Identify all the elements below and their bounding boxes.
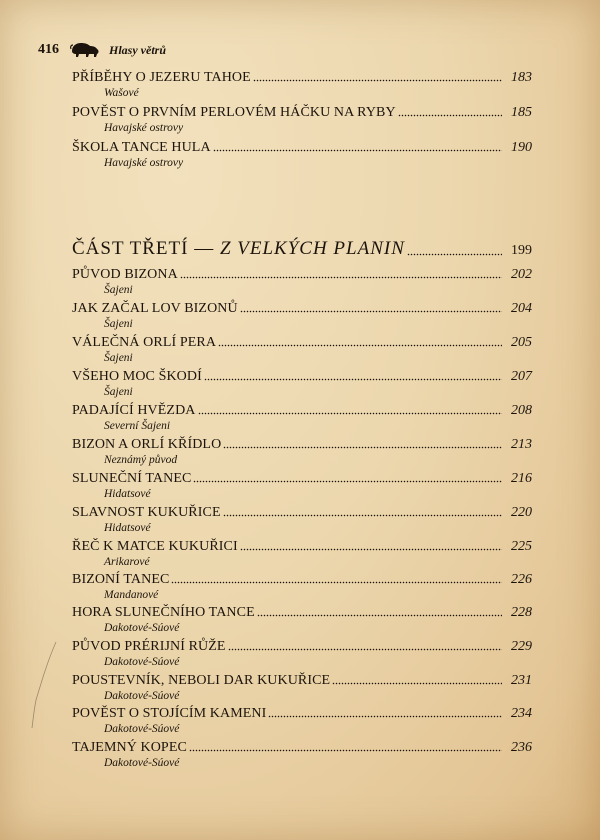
toc-entry: [72, 740, 532, 769]
entry-title: POVĚST O STOJÍCÍM KAMENI: [72, 706, 267, 721]
entry-origin: Neznámý původ: [104, 454, 178, 466]
entry-page: 216: [511, 471, 532, 486]
entry-title: VÁLEČNÁ ORLÍ PERA: [72, 335, 217, 350]
entry-title: BIZON A ORLÍ KŘÍDLO: [72, 437, 222, 452]
toc-entry: [72, 505, 532, 534]
entry-page: 231: [511, 673, 532, 688]
entry-title: PŮVOD BIZONA: [72, 267, 178, 282]
dot-leader: [223, 514, 502, 517]
entry-title: PŘÍBĚHY O JEZERU TAHOE: [72, 70, 251, 85]
entry-page: 228: [511, 605, 532, 620]
dot-leader: [213, 149, 502, 152]
section-title-upright: ČÁST TŘETÍ —: [72, 238, 220, 259]
entry-page: 208: [511, 403, 532, 418]
entry-origin: Havajské ostrovy: [104, 122, 184, 134]
dot-leader: [193, 480, 502, 483]
toc-entry: [72, 140, 532, 169]
dot-leader: [257, 614, 502, 617]
entry-page: 236: [511, 740, 532, 755]
bison-icon: [69, 41, 101, 59]
pencil-scratch: [28, 640, 58, 730]
toc-entry: [72, 70, 532, 99]
toc-entry: [72, 572, 532, 601]
entry-page: 190: [511, 140, 532, 155]
dot-leader: [171, 581, 502, 584]
dot-leader: [332, 682, 502, 685]
toc-entry: [72, 639, 532, 668]
entry-title: JAK ZAČAL LOV BIZONŮ: [72, 301, 238, 316]
entry-page: 226: [511, 572, 532, 587]
entry-origin: Arikarové: [104, 556, 150, 568]
entry-page: 234: [511, 706, 532, 721]
dot-leader: [189, 749, 502, 752]
entry-origin: Dakotové-Súové: [104, 690, 180, 702]
entry-title: BIZONÍ TANEC: [72, 572, 170, 587]
entry-origin: Hidatsové: [104, 488, 151, 500]
toc-entry: [72, 605, 532, 634]
toc-entry: [72, 267, 532, 296]
entry-title: PADAJÍCÍ HVĚZDA: [72, 403, 196, 418]
entry-page: 229: [511, 639, 532, 654]
running-header: [38, 40, 166, 60]
toc-entry: [72, 471, 532, 500]
section-title-italic: Z VELKÝCH PLANIN: [219, 238, 405, 259]
dot-leader: [398, 114, 502, 117]
dot-leader: [240, 548, 502, 551]
entry-page: 204: [511, 301, 532, 316]
entry-origin: Šajeni: [104, 284, 133, 296]
entry-page: 185: [511, 105, 532, 120]
entry-origin: Šajeni: [104, 318, 133, 330]
entry-page: 202: [511, 267, 532, 282]
entry-title: VŠEHO MOC ŠKODÍ: [72, 369, 202, 384]
toc-entry: [72, 437, 532, 466]
book-title: Hlasy větrů: [109, 42, 166, 57]
entry-origin: Šajeni: [104, 386, 133, 398]
toc-entry: [72, 673, 532, 702]
entry-origin: Dakotové-Súové: [104, 656, 180, 668]
section-heading: [72, 238, 532, 260]
entry-page: 225: [511, 539, 532, 554]
dot-leader: [218, 344, 502, 347]
entry-title: ŠKOLA TANCE HULA: [72, 140, 211, 155]
dot-leader: [180, 276, 502, 279]
entry-origin: Šajeni: [104, 352, 133, 364]
entry-title: HORA SLUNEČNÍHO TANCE: [72, 605, 255, 620]
entry-title: SLUNEČNÍ TANEC: [72, 471, 192, 486]
entry-page: 183: [511, 70, 532, 85]
entry-origin: Wašové: [104, 87, 139, 99]
entry-page: 207: [511, 369, 532, 384]
entry-title: TAJEMNÝ KOPEC: [72, 740, 187, 755]
entry-page: 220: [511, 505, 532, 520]
entry-title: POVĚST O PRVNÍM PERLOVÉM HÁČKU NA RYBY: [72, 105, 396, 120]
toc-entry: [72, 403, 532, 432]
section-title: [72, 238, 405, 260]
entry-origin: Dakotové-Súové: [104, 723, 180, 735]
entry-title: ŘEČ K MATCE KUKUŘICI: [72, 539, 238, 554]
entry-origin: Havajské ostrovy: [104, 157, 184, 169]
entry-page: 205: [511, 335, 532, 350]
entry-origin: Dakotové-Súové: [104, 757, 180, 769]
entry-title: POUSTEVNÍK, NEBOLI DAR KUKUŘICE: [72, 673, 331, 688]
section-page: 199: [511, 243, 532, 258]
entry-page: 213: [511, 437, 532, 452]
entry-origin: Mandanové: [104, 589, 159, 601]
toc-entry: [72, 105, 532, 134]
entry-origin: Dakotové-Súové: [104, 622, 180, 634]
entry-title: PŮVOD PRÉRIJNÍ RŮŽE: [72, 639, 226, 654]
dot-leader: [228, 648, 502, 651]
entry-origin: Hidatsové: [104, 522, 151, 534]
dot-leader: [204, 378, 502, 381]
dot-leader: [253, 79, 502, 82]
dot-leader: [268, 715, 502, 718]
toc-entry: [72, 301, 532, 330]
dot-leader: [198, 412, 503, 415]
entry-title: SLAVNOST KUKUŘICE: [72, 505, 221, 520]
entry-origin: Severní Šajeni: [104, 420, 171, 432]
page-number: 416: [38, 42, 59, 57]
dot-leader: [407, 253, 502, 256]
toc-entry: [72, 369, 532, 398]
toc-entry: [72, 539, 532, 568]
toc-entry: [72, 706, 532, 735]
dot-leader: [240, 310, 502, 313]
toc-entry: [72, 335, 532, 364]
dot-leader: [223, 446, 502, 449]
